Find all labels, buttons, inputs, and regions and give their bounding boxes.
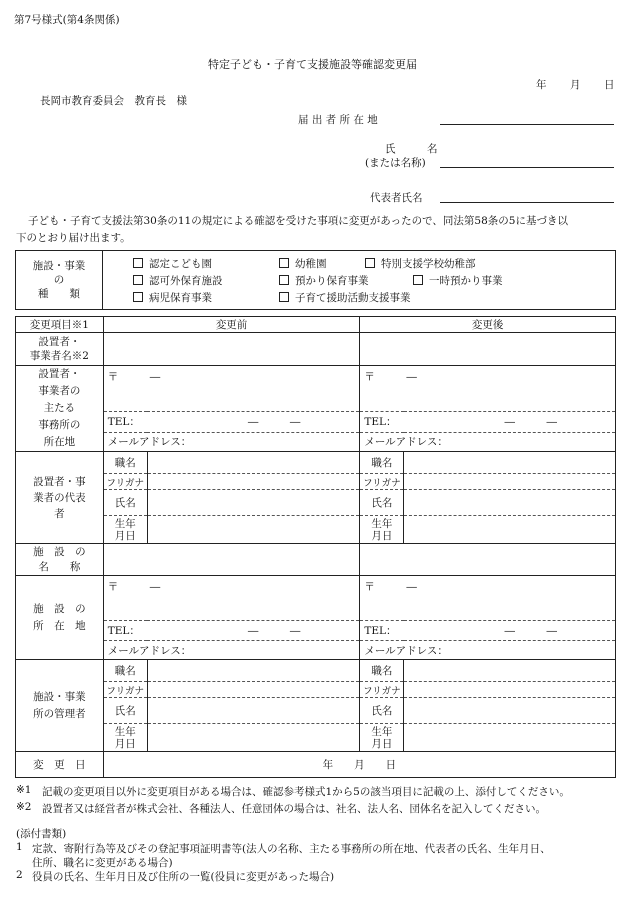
facility-email-before[interactable]: メールアドレス：: [103, 641, 360, 660]
col-item-header: 変更項目※1: [16, 317, 104, 333]
applicant-name-label: 氏 名: [385, 143, 438, 155]
option-kindergarten[interactable]: 幼稚園: [279, 256, 327, 271]
establisher-name-after[interactable]: [360, 333, 616, 366]
option-unlicensed-nursery[interactable]: 認可外保育施設: [133, 273, 223, 288]
change-date-label: 変 更 日: [16, 752, 104, 778]
office-postal-after[interactable]: 〒 ―: [360, 366, 616, 412]
option-kodomoen[interactable]: 認定こども園: [133, 256, 212, 271]
date-month: 月: [570, 79, 581, 91]
rep-furigana-label-after: フリガナ: [360, 474, 404, 490]
option-extended-care[interactable]: 預かり保育事業: [279, 273, 369, 288]
statement-line-2: 下のとおり届け出ます。: [16, 232, 131, 244]
facility-name-label: 施 設 の 名 称: [16, 544, 104, 576]
facility-type-options: [103, 251, 616, 310]
rep-post-label-before: 職名: [103, 452, 147, 474]
rep-name-label-after: 氏名: [360, 490, 404, 516]
mgr-furigana-label-before: フリガナ: [103, 682, 147, 698]
col-after-header: 変更後: [360, 317, 616, 333]
attachment-2-no: 2: [16, 869, 23, 881]
facility-name-before[interactable]: [103, 544, 360, 576]
mgr-post-label-before: 職名: [103, 660, 147, 682]
change-table: [15, 316, 616, 778]
attachment-2: 役員の氏名、生年月日及び住所の一覧(役員に変更があった場合): [32, 871, 335, 883]
checkbox-icon: [279, 258, 289, 268]
option-family-support[interactable]: 子育て援助活動支援事業: [279, 290, 411, 305]
checkbox-icon: [365, 258, 375, 268]
mgr-name-before[interactable]: [147, 698, 360, 724]
attachment-1-line-a: 定款、寄附行為等及びその登記事項証明書等(法人の名称、主たる事務所の所在地、代表者の氏名、生年月日、: [32, 843, 551, 855]
applicant-address-label: 届 出 者 所 在 地: [298, 114, 378, 126]
note-1: 記載の変更項目以外に変更項目がある場合は、確認参考様式1から5の該当項目に記載の上、添付してください。: [42, 786, 570, 798]
rep-post-before[interactable]: [147, 452, 360, 474]
mgr-name-label-before: 氏名: [103, 698, 147, 724]
applicant-name-field[interactable]: [440, 167, 614, 168]
mgr-name-label-after: 氏名: [360, 698, 404, 724]
date-year: 年: [536, 79, 547, 91]
applicant-address-field[interactable]: [440, 124, 614, 125]
checkbox-icon: [133, 275, 143, 285]
office-postal-before[interactable]: 〒 ―: [103, 366, 360, 412]
rep-name-label-before: 氏名: [103, 490, 147, 516]
addressee: 長岡市教育委員会 教育長 様: [40, 95, 187, 107]
checkbox-icon: [413, 275, 423, 285]
mgr-furigana-after[interactable]: [404, 682, 616, 698]
form-number: 第7号様式(第4条関係): [14, 14, 120, 26]
facility-postal-before[interactable]: 〒 ―: [103, 576, 360, 621]
rep-birth-before[interactable]: [147, 516, 360, 544]
attachment-1-no: 1: [16, 841, 23, 853]
facility-type-box: [15, 250, 616, 310]
mgr-post-after[interactable]: [404, 660, 616, 682]
checkbox-icon: [133, 258, 143, 268]
rep-post-after[interactable]: [404, 452, 616, 474]
rep-birth-after[interactable]: [404, 516, 616, 544]
note-1-mark: ※1: [16, 784, 32, 796]
rep-name-before[interactable]: [147, 490, 360, 516]
mgr-post-label-after: 職名: [360, 660, 404, 682]
note-2-mark: ※2: [16, 801, 32, 813]
attachments-heading: (添付書類): [16, 828, 67, 840]
rep-name-after[interactable]: [404, 490, 616, 516]
representative-label: 設置者・事 業者の代表 者: [16, 452, 104, 544]
option-temporary-care[interactable]: 一時預かり事業: [413, 273, 503, 288]
col-before-header: 変更前: [103, 317, 360, 333]
facility-address-label: 施 設 の 所 在 地: [16, 576, 104, 660]
rep-birth-label-after: 生年 月日: [360, 516, 404, 544]
applicant-rep-label: 代表者氏名: [370, 192, 423, 204]
checkbox-icon: [279, 275, 289, 285]
facility-name-after[interactable]: [360, 544, 616, 576]
facility-postal-after[interactable]: 〒 ―: [360, 576, 616, 621]
rep-furigana-label-before: フリガナ: [103, 474, 147, 490]
applicant-rep-field[interactable]: [440, 202, 614, 203]
facility-type-label: 施設・事業 の 種 類: [16, 251, 103, 310]
attachment-1-line-b: 住所、職名に変更がある場合): [32, 857, 173, 869]
mgr-name-after[interactable]: [404, 698, 616, 724]
date-day: 日: [604, 79, 615, 91]
change-date-field[interactable]: 年 月 日: [103, 752, 615, 778]
establisher-name-label: 設置者・ 事業者名※2: [16, 333, 104, 366]
facility-email-after[interactable]: メールアドレス：: [360, 641, 616, 660]
office-tel-before[interactable]: TEL： ― ―: [103, 412, 360, 432]
mgr-post-before[interactable]: [147, 660, 360, 682]
mgr-birth-label-before: 生年 月日: [103, 724, 147, 752]
office-address-label: 設置者・ 事業者の 主たる 事務所の 所在地: [16, 366, 104, 452]
facility-tel-before[interactable]: TEL： ― ―: [103, 621, 360, 641]
mgr-birth-label-after: 生年 月日: [360, 724, 404, 752]
applicant-name-sub: (または名称): [365, 157, 426, 169]
mgr-furigana-label-after: フリガナ: [360, 682, 404, 698]
office-tel-after[interactable]: TEL： ― ―: [360, 412, 616, 432]
statement-line-1: 子ども・子育て支援法第30条の11の規定による確認を受けた事項に変更があったので、同法第58条の5に基づき以: [28, 215, 568, 227]
rep-post-label-after: 職名: [360, 452, 404, 474]
rep-furigana-after[interactable]: [404, 474, 616, 490]
office-email-before[interactable]: メールアドレス：: [103, 432, 360, 451]
facility-tel-after[interactable]: TEL： ― ―: [360, 621, 616, 641]
mgr-birth-before[interactable]: [147, 724, 360, 752]
document-title: 特定子ども・子育て支援施設等確認変更届: [208, 58, 417, 71]
checkbox-icon: [133, 292, 143, 302]
establisher-name-before[interactable]: [103, 333, 360, 366]
mgr-furigana-before[interactable]: [147, 682, 360, 698]
note-2: 設置者又は経営者が株式会社、各種法人、任意団体の場合は、社名、法人名、団体名を記入してください。: [42, 803, 546, 815]
option-sick-child-care[interactable]: 病児保育事業: [133, 290, 212, 305]
checkbox-icon: [279, 292, 289, 302]
rep-birth-label-before: 生年 月日: [103, 516, 147, 544]
manager-label: 施設・事業 所の管理者: [16, 660, 104, 752]
rep-furigana-before[interactable]: [147, 474, 360, 490]
option-special-school[interactable]: 特別支援学校幼稚部: [365, 256, 476, 271]
mgr-birth-after[interactable]: [404, 724, 616, 752]
office-email-after[interactable]: メールアドレス：: [360, 432, 616, 451]
